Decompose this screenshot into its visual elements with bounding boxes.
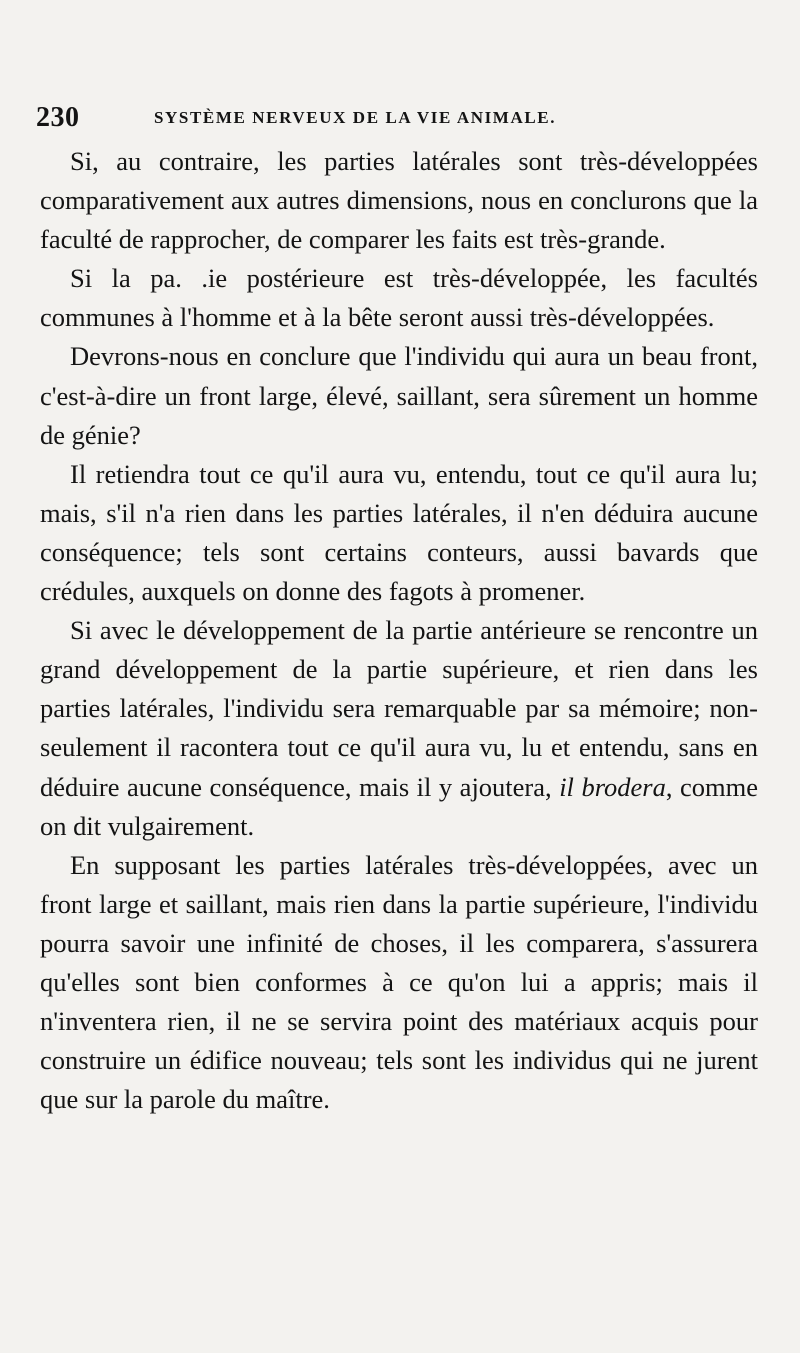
paragraph-6: En supposant les parties latérales très-développées, avec un front large et saillant, mais rien dans la partie supérieure, l'individu pourra savoir une infinité de choses, il les comparera, s'assurera qu'elles sont bien conformes à ce qu'on lui a appris; mais il n'inventera rien, il ne se servira point des matériaux acquis pour construire un édifice nouveau; tels sont les individus qui ne jurent que sur la parole du maître. [40,849,758,1115]
running-title: SYSTÈME NERVEUX DE LA VIE ANIMALE. [154,108,557,127]
page-number: 230 [36,102,80,133]
paragraph-1: Si, au contraire, les parties latérales sont très-développées comparativement aux autres dimensions, nous en conclurons que la faculté de rapprocher, de comparer les faits est très-grande. [40,146,758,255]
paragraph-5-italic-phrase: il brodera [559,771,666,802]
paragraph-3: Devrons-nous en conclure que l'individu qui aura un beau front, c'est-à-dire un front large, élevé, saillant, sera sûrement un homme de génie? [40,341,758,450]
page-header [36,102,756,138]
paragraph-5-text-before: Si avec le développement de la partie antérieure se rencontre un grand développement de la partie supérieure, et rien dans les parties latérales, l'individu sera remarquable par sa mémoire; non-seulement il racontera tout ce qu'il aura vu, lu et entendu, sans en déduire aucune conséquence, mais il y ajoutera, [40,615,758,802]
paragraph-5 [40,611,758,846]
paragraph-2: Si la pa. .ie postérieure est très-développée, les facultés communes à l'homme et à la bête seront aussi très-développées. [40,263,758,333]
paragraph-5-text-after: , comme on dit vulgairement. [40,771,759,841]
body-text [40,142,758,1119]
paragraph-4: Il retiendra tout ce qu'il aura vu, entendu, tout ce qu'il aura lu; mais, s'il n'a rien dans les parties latérales, il n'en déduira aucune conséquence; tels sont certains conteurs, aussi bavards que crédules, auxquels on donne des fagots à promener. [40,458,758,607]
